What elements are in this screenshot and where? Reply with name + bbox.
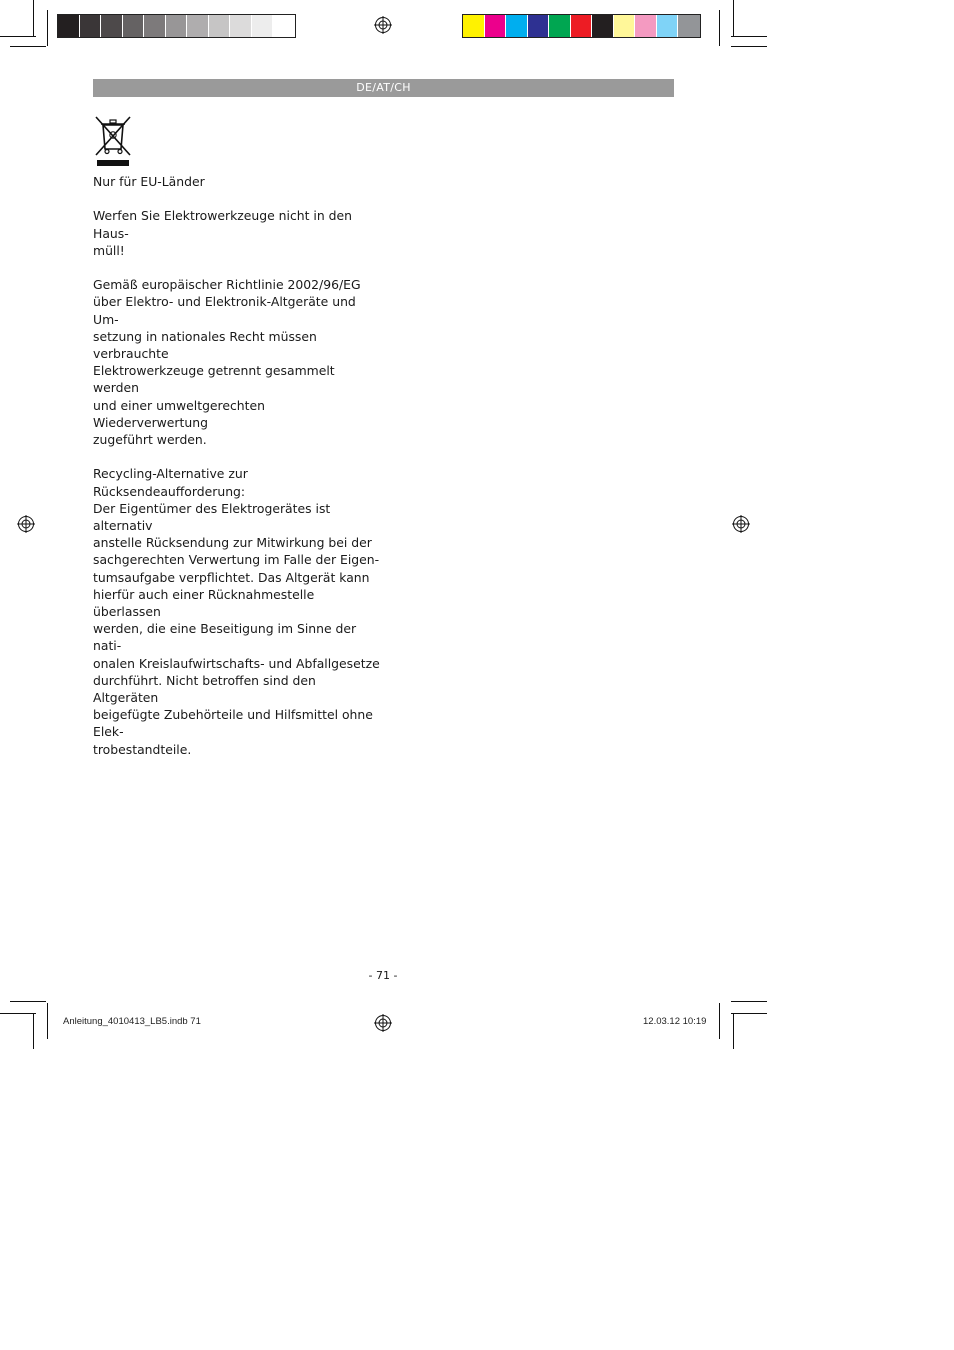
color-swatch (252, 15, 274, 37)
color-swatch (485, 15, 507, 37)
region-header: DE/AT/CH (93, 79, 674, 97)
crop-mark (10, 1001, 46, 1002)
color-swatch (230, 15, 252, 37)
color-swatch (58, 15, 80, 37)
process-color-bar (462, 14, 701, 38)
crop-mark (733, 1013, 734, 1049)
color-swatch (657, 15, 679, 37)
print-date-time: 12.03.12 10:19 (643, 1016, 707, 1027)
color-swatch (592, 15, 614, 37)
crop-mark (731, 36, 767, 37)
color-swatch (614, 15, 636, 37)
eu-only-note: Nur für EU-Länder (93, 174, 205, 189)
crop-mark (33, 0, 34, 36)
color-swatch (144, 15, 166, 37)
color-swatch (187, 15, 209, 37)
color-swatch (506, 15, 528, 37)
color-swatch (635, 15, 657, 37)
color-swatch (528, 15, 550, 37)
crop-mark (731, 1001, 767, 1002)
recycling-alternative-paragraph: Recycling-Alternative zur Rücksendeaufforderung: Der Eigentümer des Elektrogerätes ist alternativ anstelle Rücksendung zur Mitwirkung bei der sachgerechten Verwertung im Falle der Eigen- tumsaufgabe verpflichtet. Das Altgerät kann hierfür auch einer Rücknahmestelle überlassen werden, die eine Beseitigung im Sinne der nati- onalen Kreislaufwirtschafts- und Abfallgesetze durchführt. Nicht betroffen sind den Altgeräten beigefügte Zubehörteile und Hilfsmittel ohne Elek- trobestandteile. (93, 466, 380, 757)
crossed-out-wheelie-bin-icon (93, 115, 133, 167)
disposal-section (93, 115, 383, 775)
color-swatch (209, 15, 231, 37)
crop-mark (33, 1013, 34, 1049)
page-number: - 71 - (368, 969, 398, 982)
color-swatch (273, 15, 295, 37)
color-swatch (549, 15, 571, 37)
crop-mark (731, 1013, 767, 1014)
color-swatch (571, 15, 593, 37)
color-swatch (463, 15, 485, 37)
gray-color-bar (57, 14, 296, 38)
crop-mark (47, 10, 48, 46)
crop-mark (731, 46, 767, 47)
registration-mark-icon (374, 16, 392, 34)
crop-mark (733, 0, 734, 36)
crop-mark (0, 36, 36, 37)
registration-mark-icon (732, 515, 750, 533)
crop-mark (0, 1013, 36, 1014)
crop-mark (47, 1003, 48, 1039)
disposal-warning: Werfen Sie Elektrowerkzeuge nicht in den Haus- müll! (93, 208, 352, 258)
color-swatch (123, 15, 145, 37)
file-slug: Anleitung_4010413_LB5.indb 71 (63, 1016, 201, 1027)
crop-mark (10, 46, 46, 47)
color-swatch (166, 15, 188, 37)
color-swatch (678, 15, 700, 37)
directive-paragraph: Gemäß europäischer Richtlinie 2002/96/EG über Elektro- und Elektronik-Altgeräte und Um- setzung in nationales Recht müssen verbrauchte Elektrowerkzeuge getrennt gesammelt werden und einer umweltgerechten Wiederverwertung zugeführt werden. (93, 277, 361, 448)
registration-mark-icon (374, 1014, 392, 1032)
crop-mark (719, 10, 720, 46)
color-swatch (101, 15, 123, 37)
color-swatch (80, 15, 102, 37)
crop-mark (719, 1003, 720, 1039)
registration-mark-icon (17, 515, 35, 533)
